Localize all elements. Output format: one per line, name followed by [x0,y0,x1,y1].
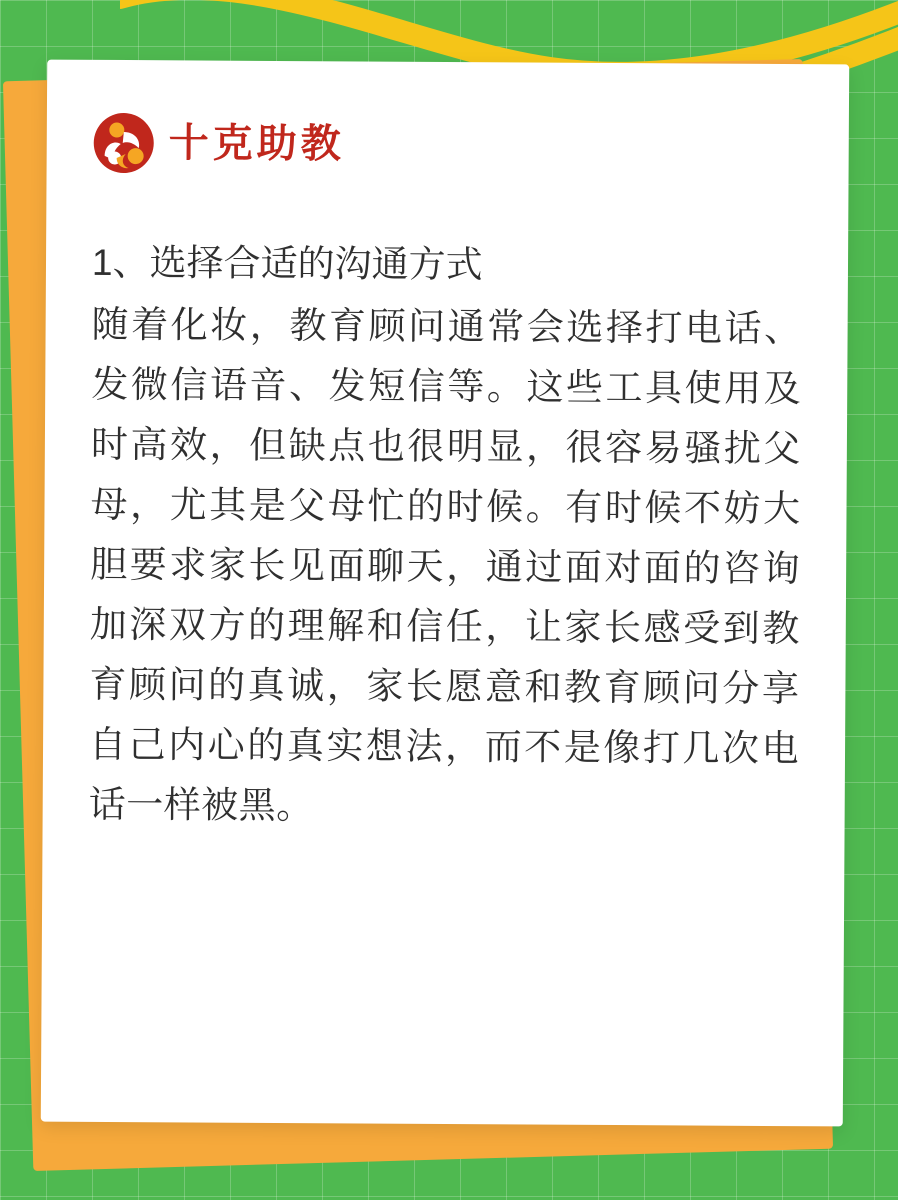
brand-name: 十克助教 [168,120,345,167]
people-circle-logo-icon [93,112,155,174]
article-heading: 1、选择合适的沟通方式 [91,241,483,286]
article-paragraph: 随着化妆，教育顾问通常会选择打电话、发微信语音、发短信等。这些工具使用及时高效，但缺点也很明显，很容易骚扰父母，尤其是父母忙的时候。有时候不妨大胆要求家长见面聊天，通过面对面的咨询加深双方的理解和信任，让家长感受到教育顾问的真诚，家长愿意和教育顾问分享自己内心的真实想法，而不是像打几次电话一样被黑。 [88,304,802,827]
card-inner [41,60,849,1127]
content-card [41,60,849,1127]
brand-header [93,106,803,184]
article-body [89,234,803,839]
